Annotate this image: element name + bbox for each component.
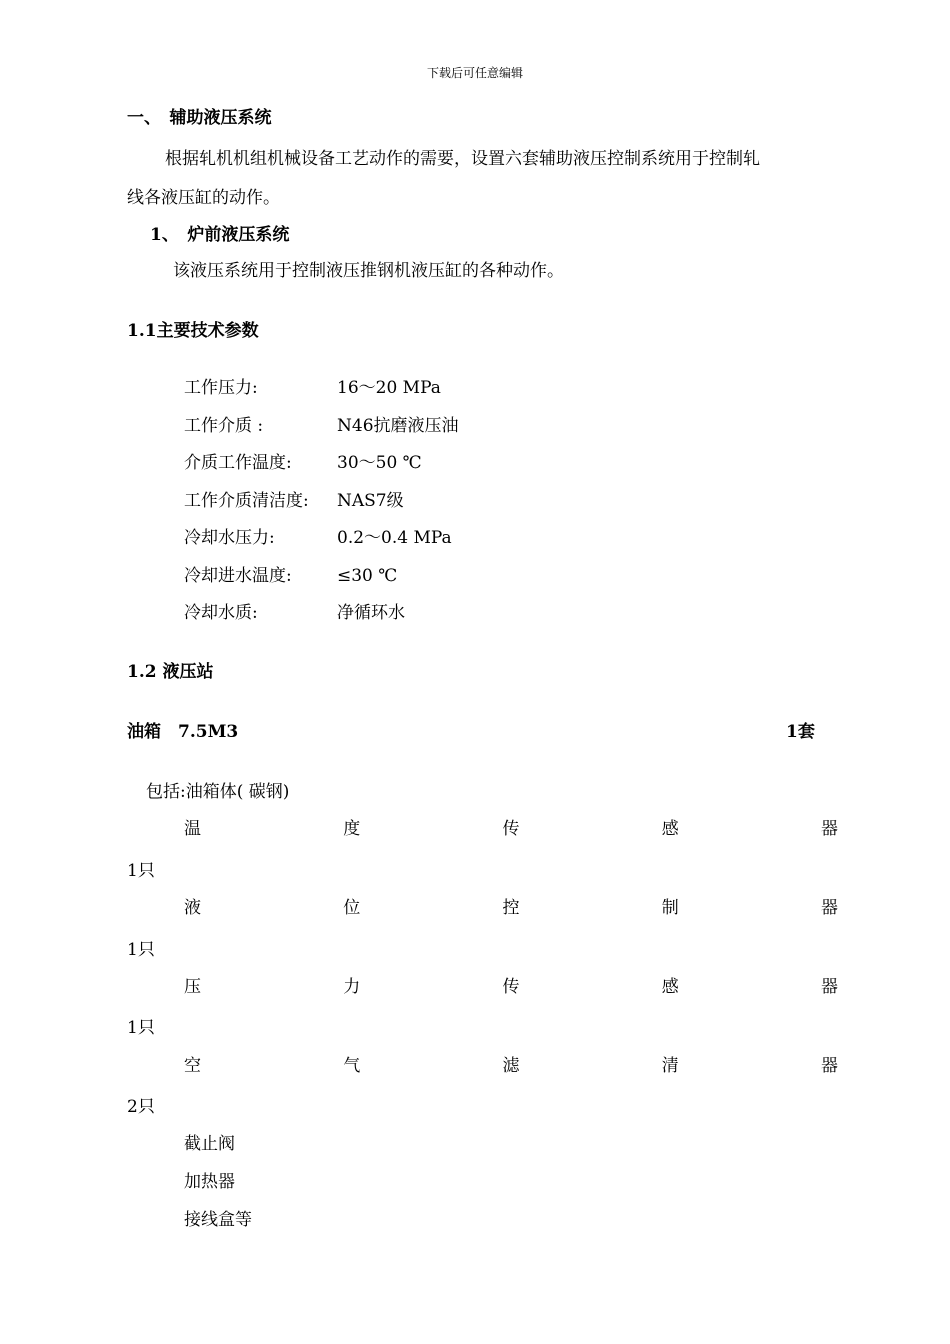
item-char: 空 — [184, 1056, 201, 1076]
station-title: 1.2 液压站 — [127, 662, 214, 682]
item-char: 器 — [821, 898, 838, 918]
item-quantity: 1只 — [127, 1018, 155, 1038]
item-char: 控 — [502, 898, 520, 918]
item-char: 压 — [184, 977, 201, 997]
param-label: 冷却进水温度: — [184, 566, 292, 586]
item-char: 温 — [184, 819, 201, 839]
item-char: 液 — [184, 898, 201, 918]
item-char: 位 — [343, 898, 361, 918]
param-value: 30～50 ℃ — [337, 453, 422, 473]
param-value: 0.2～0.4 MPa — [337, 528, 452, 548]
section-paragraph-line-1: 根据轧机机组机械设备工艺动作的需要，设置六套辅助液压控制系统用于控制轧 — [165, 149, 760, 169]
subsection-description: 该液压系统用于控制液压推钢机液压缸的各种动作。 — [173, 261, 564, 281]
item-quantity: 2只 — [127, 1097, 155, 1117]
subsection-title: 1、 炉前液压系统 — [150, 225, 290, 245]
param-value: 16～20 MPa — [337, 378, 441, 398]
param-value: N46抗磨液压油 — [337, 416, 459, 436]
section-paragraph-line-2: 线各液压缸的动作。 — [127, 188, 280, 208]
param-label: 冷却水质: — [184, 603, 258, 623]
item-char: 感 — [661, 977, 679, 997]
section-title: 一、 辅助液压系统 — [127, 108, 272, 128]
item-char: 力 — [343, 977, 361, 997]
param-label: 工作介质 : — [184, 416, 264, 436]
item-name-justified — [184, 1055, 838, 1077]
item-char: 滤 — [502, 1056, 520, 1076]
param-value: 净循环水 — [337, 603, 405, 623]
item-char: 感 — [661, 819, 679, 839]
item-char: 清 — [661, 1056, 679, 1076]
params-title: 1.1主要技术参数 — [127, 321, 259, 341]
item-char: 器 — [821, 819, 838, 839]
param-value: NAS7级 — [337, 491, 404, 511]
item-char: 气 — [343, 1056, 361, 1076]
item-char: 制 — [661, 898, 679, 918]
item-name-justified — [184, 897, 838, 919]
item-char: 器 — [821, 1056, 838, 1076]
item-char: 传 — [502, 977, 520, 997]
param-label: 工作压力: — [184, 378, 258, 398]
tank-label: 油箱 7.5M3 — [127, 722, 239, 742]
param-value: ≤30 ℃ — [337, 566, 398, 586]
item-name-justified — [184, 976, 838, 998]
item-quantity: 1只 — [127, 861, 155, 881]
tank-quantity: 1套 — [786, 722, 815, 742]
param-label: 工作介质清洁度: — [184, 491, 309, 511]
extra-item: 截止阀 — [184, 1134, 235, 1154]
item-quantity: 1只 — [127, 940, 155, 960]
item-char: 度 — [343, 819, 361, 839]
extra-item: 加热器 — [184, 1172, 235, 1192]
extra-item: 接线盒等 — [184, 1210, 252, 1230]
includes-line: 包括:油箱体( 碳钢) — [146, 782, 290, 802]
param-label: 冷却水压力: — [184, 528, 275, 548]
item-name-justified — [184, 818, 838, 840]
item-char: 传 — [502, 819, 520, 839]
param-label: 介质工作温度: — [184, 453, 292, 473]
page-header: 下载后可任意编辑 — [426, 66, 523, 80]
item-char: 器 — [821, 977, 838, 997]
